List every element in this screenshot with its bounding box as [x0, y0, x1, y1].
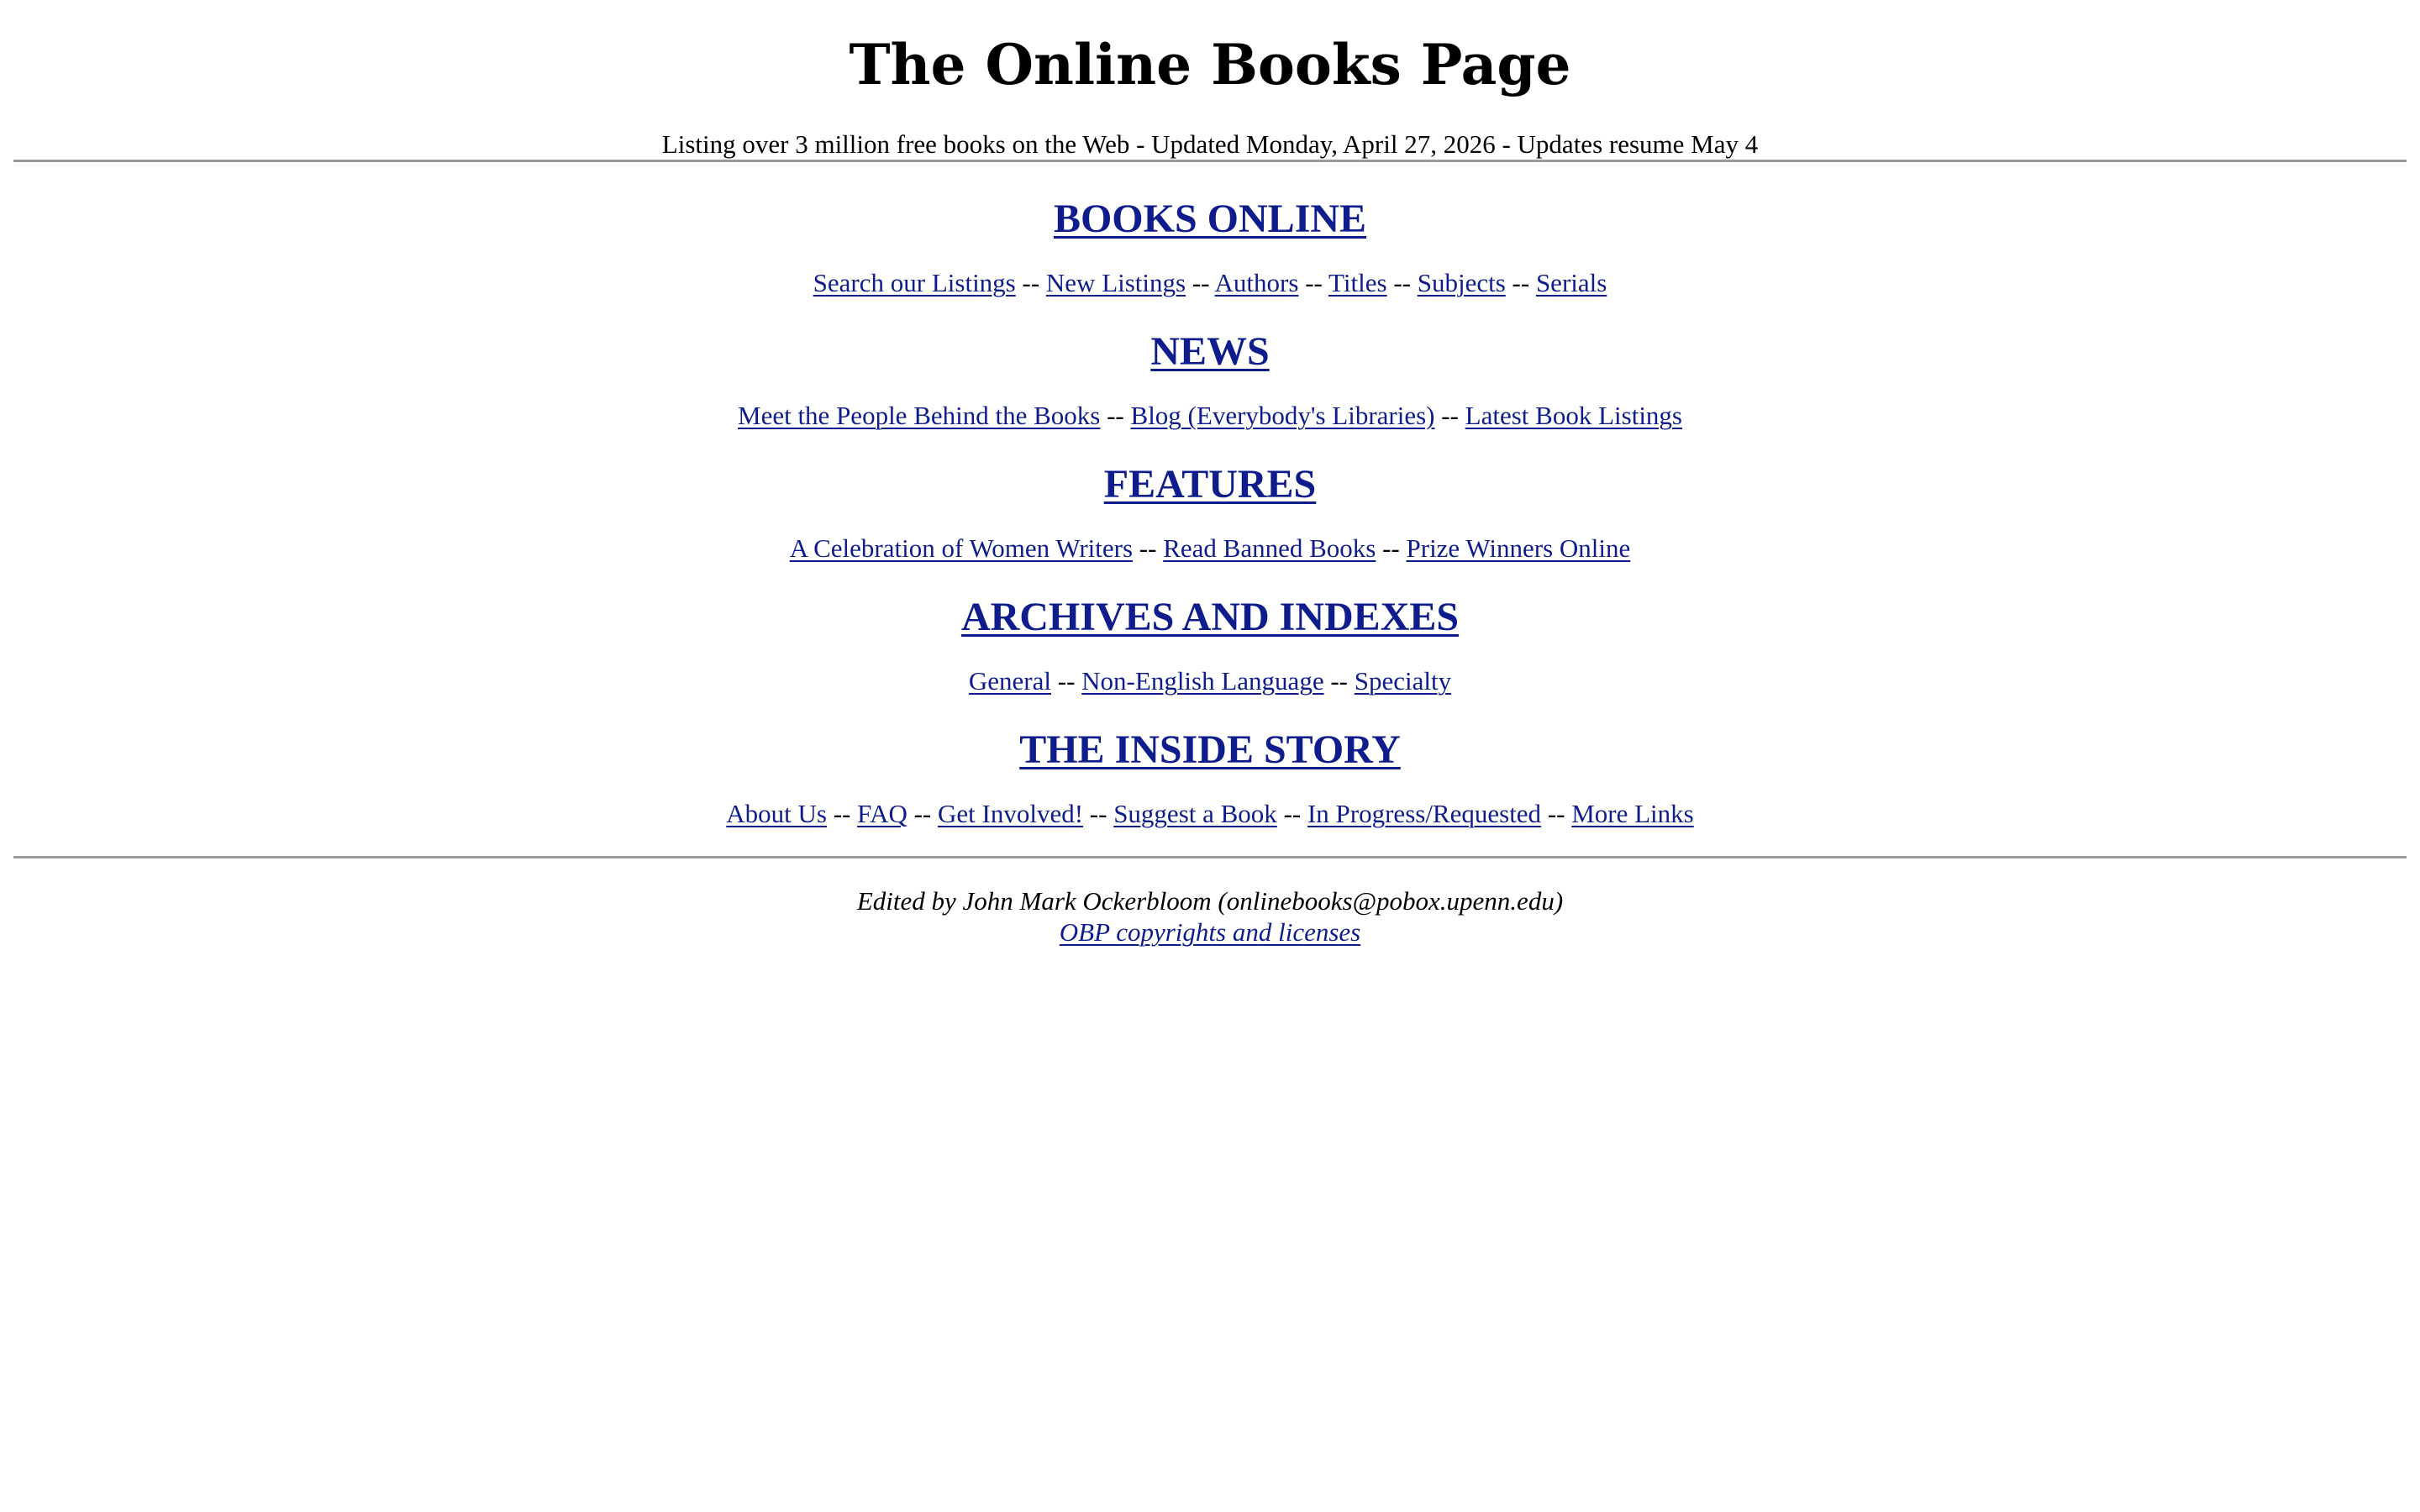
link-separator: --	[1547, 799, 1565, 828]
section-heading-books-online	[13, 196, 2407, 243]
archives-heading-link[interactable]: ARCHIVES AND INDEXES	[960, 595, 1460, 639]
link-separator: --	[1330, 666, 1348, 696]
site-tagline: Listing over 3 million free books on the Web - Updated Monday, April 27, 2026 - Updates resume May 4	[661, 129, 1759, 159]
link-separator: --	[1089, 799, 1107, 828]
more-links-link[interactable]: More Links	[1571, 799, 1694, 828]
editor-credit: Edited by John Mark Ockerbloom (onlinebooks@pobox.upenn.edu)	[856, 886, 1564, 916]
get-involved-link[interactable]: Get Involved!	[938, 799, 1084, 828]
banned-books-link[interactable]: Read Banned Books	[1163, 533, 1376, 563]
about-us-link[interactable]: About Us	[726, 799, 827, 828]
meet-people-link[interactable]: Meet the People Behind the Books	[738, 401, 1101, 430]
authors-link[interactable]: Authors	[1214, 268, 1299, 297]
features-links	[13, 533, 2407, 564]
section-heading-inside-story	[13, 727, 2407, 774]
link-separator: --	[1393, 268, 1411, 297]
link-separator: --	[1139, 533, 1157, 563]
section-heading-features	[13, 461, 2407, 508]
link-separator: --	[1305, 268, 1323, 297]
news-heading-link[interactable]: NEWS	[1150, 329, 1270, 374]
suggest-book-link[interactable]: Suggest a Book	[1113, 799, 1277, 828]
search-listings-link[interactable]: Search our Listings	[813, 268, 1016, 297]
in-progress-link[interactable]: In Progress/Requested	[1307, 799, 1542, 828]
link-separator: --	[1441, 401, 1459, 430]
latest-book-listings-link[interactable]: Latest Book Listings	[1465, 401, 1682, 430]
women-writers-link[interactable]: A Celebration of Women Writers	[789, 533, 1134, 563]
copyright-line	[13, 916, 2407, 948]
general-archives-link[interactable]: General	[968, 666, 1052, 696]
titles-link[interactable]: Titles	[1328, 268, 1387, 297]
non-english-link[interactable]: Non-English Language	[1081, 666, 1324, 696]
bottom-divider	[13, 856, 2407, 858]
blog-link[interactable]: Blog (Everybody's Libraries)	[1130, 401, 1435, 430]
link-separator: --	[1057, 666, 1076, 696]
link-separator: --	[1382, 533, 1400, 563]
specialty-link[interactable]: Specialty	[1354, 666, 1452, 696]
link-separator: --	[833, 799, 851, 828]
link-separator: --	[1283, 799, 1302, 828]
link-separator: --	[1022, 268, 1040, 297]
copyright-link[interactable]: OBP copyrights and licenses	[1059, 917, 1361, 947]
books-online-links	[13, 268, 2407, 298]
new-listings-link[interactable]: New Listings	[1045, 268, 1186, 297]
archives-links	[13, 666, 2407, 696]
top-divider	[13, 160, 2407, 162]
page-title: The Online Books Page	[849, 32, 1571, 97]
link-separator: --	[913, 799, 932, 828]
link-separator: --	[1192, 268, 1210, 297]
faq-link[interactable]: FAQ	[857, 799, 908, 828]
section-heading-archives	[13, 594, 2407, 641]
books-online-heading-link[interactable]: BOOKS ONLINE	[1053, 197, 1367, 241]
serials-link[interactable]: Serials	[1535, 268, 1607, 297]
inside-story-heading-link[interactable]: THE INSIDE STORY	[1019, 727, 1401, 772]
news-links	[13, 401, 2407, 431]
subjects-link[interactable]: Subjects	[1417, 268, 1506, 297]
link-separator: --	[1512, 268, 1530, 297]
section-heading-news	[13, 328, 2407, 375]
link-separator: --	[1107, 401, 1124, 430]
inside-story-links	[13, 799, 2407, 829]
prize-winners-link[interactable]: Prize Winners Online	[1406, 533, 1631, 563]
features-heading-link[interactable]: FEATURES	[1103, 462, 1317, 507]
